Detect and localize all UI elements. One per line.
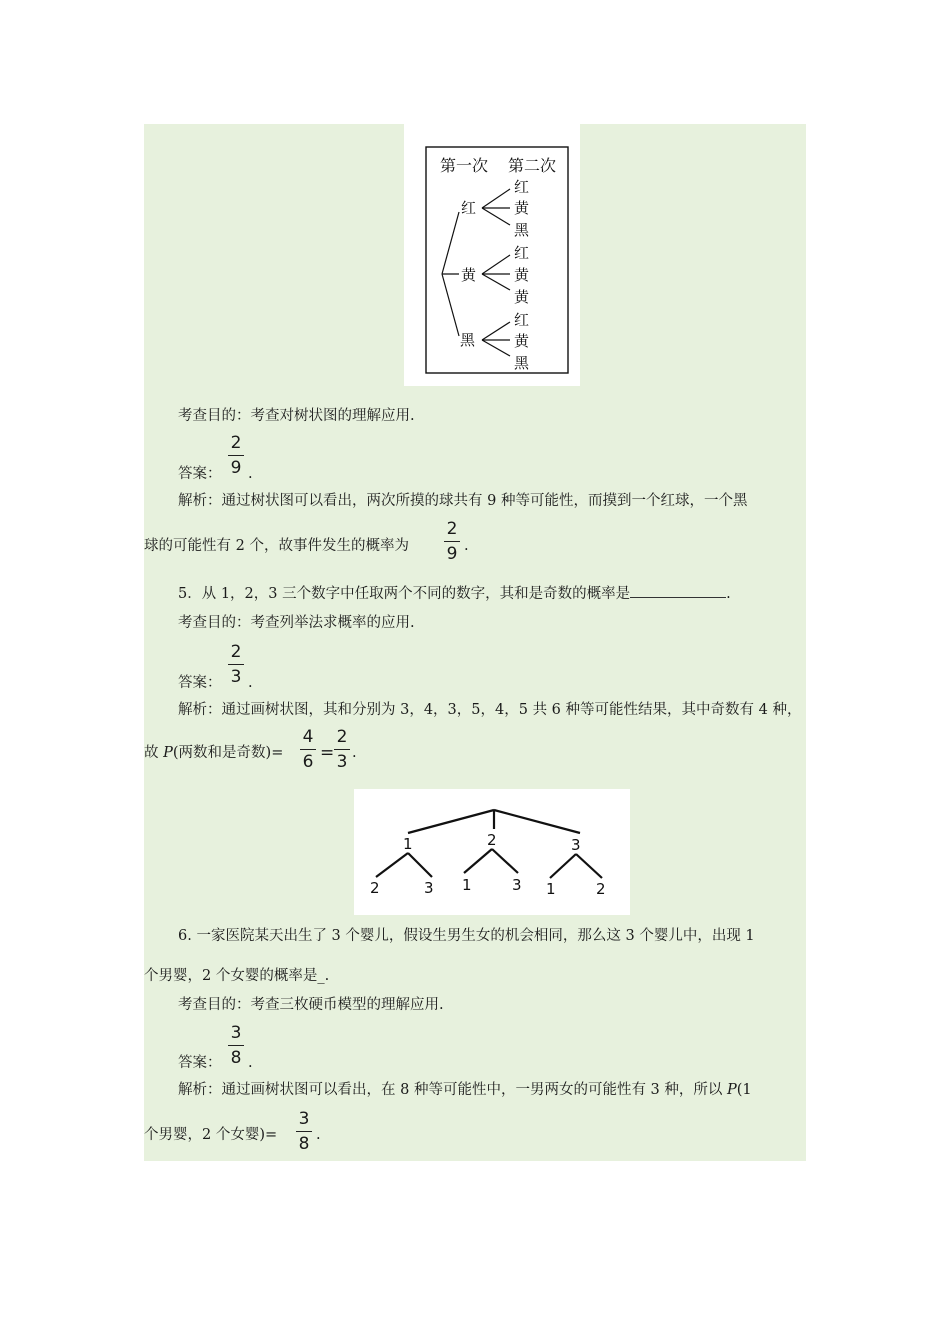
fraction-bar [296,1131,312,1132]
q4-answer-fraction [228,432,244,479]
q6-analysis-line1 [178,1080,752,1100]
fraction-denominator: 6 [302,752,314,772]
fraction-denominator: 8 [230,1048,242,1068]
tree2-branch [408,853,432,877]
tree2-branch [550,854,576,878]
q5-purpose: 考查目的：考查列举法求概率的应用. [178,615,415,631]
q5-analysis-line2 [144,743,283,763]
q5-question [178,584,731,604]
q6-analysis-line2: 个男婴，2 个女婴)= [144,1127,278,1143]
q4-purpose: 考查目的：考查对树状图的理解应用. [178,408,415,424]
tree1-branch [442,212,459,274]
q4-answer-period: . [248,466,253,482]
tree1-branch [482,322,510,340]
fraction-numerator: 2 [336,727,348,747]
q6-analysis-fraction [296,1108,312,1155]
tree2-node-l2: 2 [370,879,380,897]
tree1-branch [442,274,459,336]
tree1-branch [482,340,510,356]
tree1-node-l2: 黑 [514,221,530,239]
tree2-node-l2: 1 [546,880,556,898]
tree2-node-l1: 2 [487,831,497,849]
answer-blank [630,584,726,598]
q4-analysis-fraction [444,518,460,565]
tree2-node-l1: 1 [403,835,413,853]
q5-analysis-line1: 解析：通过画树状图，其和分别为 3，4，3，5，4，5 共 6 种等可能性结果，其中奇数有 4 种， [178,702,802,718]
q5-analysis-prefix: 故 [144,745,164,761]
tree2-node-l2: 3 [424,879,434,897]
fraction-denominator: 9 [446,544,458,564]
tree1-branch [482,274,510,290]
q5-analysis-fraction-1 [300,726,316,773]
q5-equals-sign: = [320,743,335,763]
fraction-numerator: 2 [446,519,458,539]
tree2-branch [408,810,494,833]
tree-diagram-numbers [354,789,630,915]
fraction-bar [334,749,350,750]
fraction-denominator: 3 [230,667,242,687]
q4-answer-label: 答案： [178,466,222,482]
q5-answer-label: 答案： [178,675,222,691]
probability-symbol: P [727,1082,737,1098]
fraction-numerator: 4 [302,727,314,747]
q6-question-line2: 个男婴，2 个女婴的概率是_. [144,968,330,984]
tree1-node-l2: 红 [514,244,530,262]
tree1-node-l1: 黑 [460,331,476,349]
fraction-bar [228,1045,244,1046]
q5-answer-period: . [248,675,253,691]
tree1-header-second: 第二次 [508,156,557,175]
tree2-branch [492,849,518,873]
tree2-node-l2: 3 [512,876,522,894]
fraction-bar [444,541,460,542]
tree2-node-l2: 1 [462,876,472,894]
tree2-branch [376,853,408,877]
fraction-numerator: 2 [230,433,242,453]
tree2-branch [494,810,580,833]
probability-symbol: P [163,745,173,761]
q6-answer-period: . [248,1055,253,1071]
q6-answer-label: 答案： [178,1055,222,1071]
q4-analysis-line1: 解析：通过树状图可以看出，两次所摸的球共有 9 种等可能性，而摸到一个红球，一个黑 [178,493,748,509]
tree1-node-l2: 黑 [514,354,530,372]
q5-question-end: . [726,586,731,602]
tree-diagram-colors-svg [404,124,580,386]
tree1-node-l2: 黄 [514,266,530,284]
fraction-denominator: 8 [298,1134,310,1154]
q5-question-text: 5．从 1，2，3 三个数字中任取两个不同的数字，其和是奇数的概率是 [178,586,631,602]
fraction-denominator: 9 [230,458,242,478]
tree1-branch [482,208,510,225]
fraction-bar [300,749,316,750]
tree1-node-l2: 红 [514,178,530,196]
tree2-node-l2: 2 [596,880,606,898]
q6-question-line1: 6. 一家医院某天出生了 3 个婴儿，假设生男生女的机会相同，那么这 3 个婴儿中，出现 1 [178,928,755,944]
fraction-denominator: 3 [336,752,348,772]
tree1-node-l1: 红 [461,199,477,217]
tree1-node-l1: 黄 [461,266,477,284]
q4-analysis-period: . [464,538,469,554]
tree1-branch [482,255,510,274]
tree1-branch [482,189,510,208]
q6-analysis-period: . [316,1127,321,1143]
tree2-branch [576,854,602,878]
q6-analysis-text: 解析：通过画树状图可以看出，在 8 种等可能性中，一男两女的可能性有 3 种，所以 [178,1082,727,1098]
tree1-node-l2: 黄 [514,332,530,350]
tree1-node-l2: 红 [514,311,530,329]
tree-diagram-numbers-svg [354,789,630,915]
tree1-header-first: 第一次 [440,156,489,175]
fraction-numerator: 3 [298,1109,310,1129]
q4-analysis-line2: 球的可能性有 2 个，故事件发生的概率为 [144,538,409,554]
q5-analysis-fraction-2 [334,726,350,773]
q5-analysis-period: . [352,745,357,761]
fraction-numerator: 2 [230,642,242,662]
tree2-node-l1: 3 [571,836,581,854]
tree1-node-l2: 黄 [514,288,530,306]
fraction-bar [228,455,244,456]
q6-purpose: 考查目的：考查三枚硬币模型的理解应用. [178,997,444,1013]
q5-analysis-event: (两数和是奇数)= [172,745,284,761]
tree2-branch [464,849,492,873]
q6-answer-fraction [228,1022,244,1069]
q5-answer-fraction [228,641,244,688]
fraction-bar [228,664,244,665]
tree1-node-l2: 黄 [514,199,530,217]
tree1-frame [426,147,568,373]
q6-analysis-event-start: (1 [736,1082,752,1098]
fraction-numerator: 3 [230,1023,242,1043]
tree-diagram-colors [404,124,580,386]
